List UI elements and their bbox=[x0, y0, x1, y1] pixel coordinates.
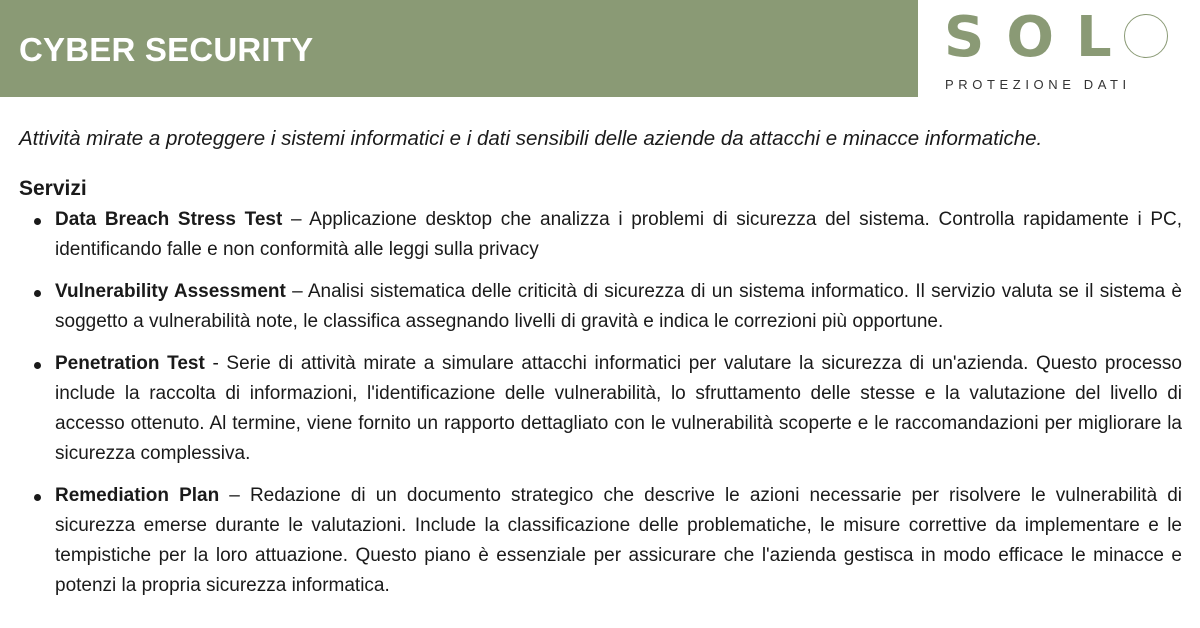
service-description: Serie di attività mirate a simulare attacchi informatici per valutare la sicurezza di un'azienda. Questo processo include la raccolta di informazioni, l'identificazione delle vulnerabilità, lo sfruttamento delle stesse e la valutazione del livello di accesso ottenuto. Al termine, viene fornito un rapporto dettagliato con le vulnerabilità scoperte e le raccomandazioni per migliorare la sicurezza complessiva. bbox=[55, 353, 1182, 464]
service-separator: – bbox=[282, 209, 310, 230]
service-name: Data Breach Stress Test bbox=[55, 209, 283, 230]
solo-logo bbox=[940, 6, 1180, 96]
logo-wordmark-text: SOL bbox=[944, 5, 1134, 70]
services-list bbox=[19, 205, 1182, 601]
service-item-data-breach-stress-test bbox=[19, 205, 1182, 265]
bullet-icon bbox=[34, 290, 41, 297]
intro-text: Attività mirate a proteggere i sistemi informatici e i dati sensibili delle aziende da attacchi e minacce informatiche. bbox=[19, 127, 1043, 150]
service-item-vulnerability-assessment bbox=[19, 277, 1182, 337]
service-item-penetration-test bbox=[19, 349, 1182, 469]
service-name: Vulnerability Assessment bbox=[55, 281, 286, 302]
bullet-icon bbox=[34, 362, 41, 369]
bullet-icon bbox=[34, 494, 41, 501]
page-title: CYBER SECURITY bbox=[19, 31, 314, 68]
service-separator: – bbox=[285, 281, 308, 302]
services-section bbox=[19, 177, 1182, 613]
service-description: Applicazione desktop che analizza i problemi di sicurezza del sistema. Controlla rapidamente i PC, identificando falle e non conformità alle leggi sulla privacy bbox=[55, 209, 1182, 260]
service-separator: - bbox=[204, 353, 227, 374]
logo-tagline: PROTEZIONE DATI bbox=[945, 77, 1131, 92]
header-bar bbox=[0, 0, 918, 97]
service-name: Penetration Test bbox=[55, 353, 205, 374]
service-name: Remediation Plan bbox=[55, 485, 220, 506]
service-separator: – bbox=[219, 485, 250, 506]
service-description: Redazione di un documento strategico che descrive le azioni necessarie per risolvere le vulnerabilità di sicurezza emerse durante le valutazioni. Include la classificazione delle problematiche, le misure correttive da implementare e le tempistiche per la loro attuazione. Questo piano è essenziale per assicurare che l'azienda gestisca in modo efficace le minacce e potenzi la propria sicurezza informatica. bbox=[55, 485, 1183, 596]
bullet-icon bbox=[34, 218, 41, 225]
service-description: Analisi sistematica delle criticità di sicurezza di un sistema informatico. Il servizio valuta se il sistema è soggetto a vulnerabilità note, le classifica assegnando livelli di gravità e indica le correzioni più opportune. bbox=[55, 281, 1182, 332]
logo-wordmark bbox=[944, 6, 1134, 70]
logo-circle-icon bbox=[1124, 14, 1168, 58]
services-heading: Servizi bbox=[19, 177, 87, 200]
service-item-remediation-plan bbox=[19, 481, 1182, 601]
